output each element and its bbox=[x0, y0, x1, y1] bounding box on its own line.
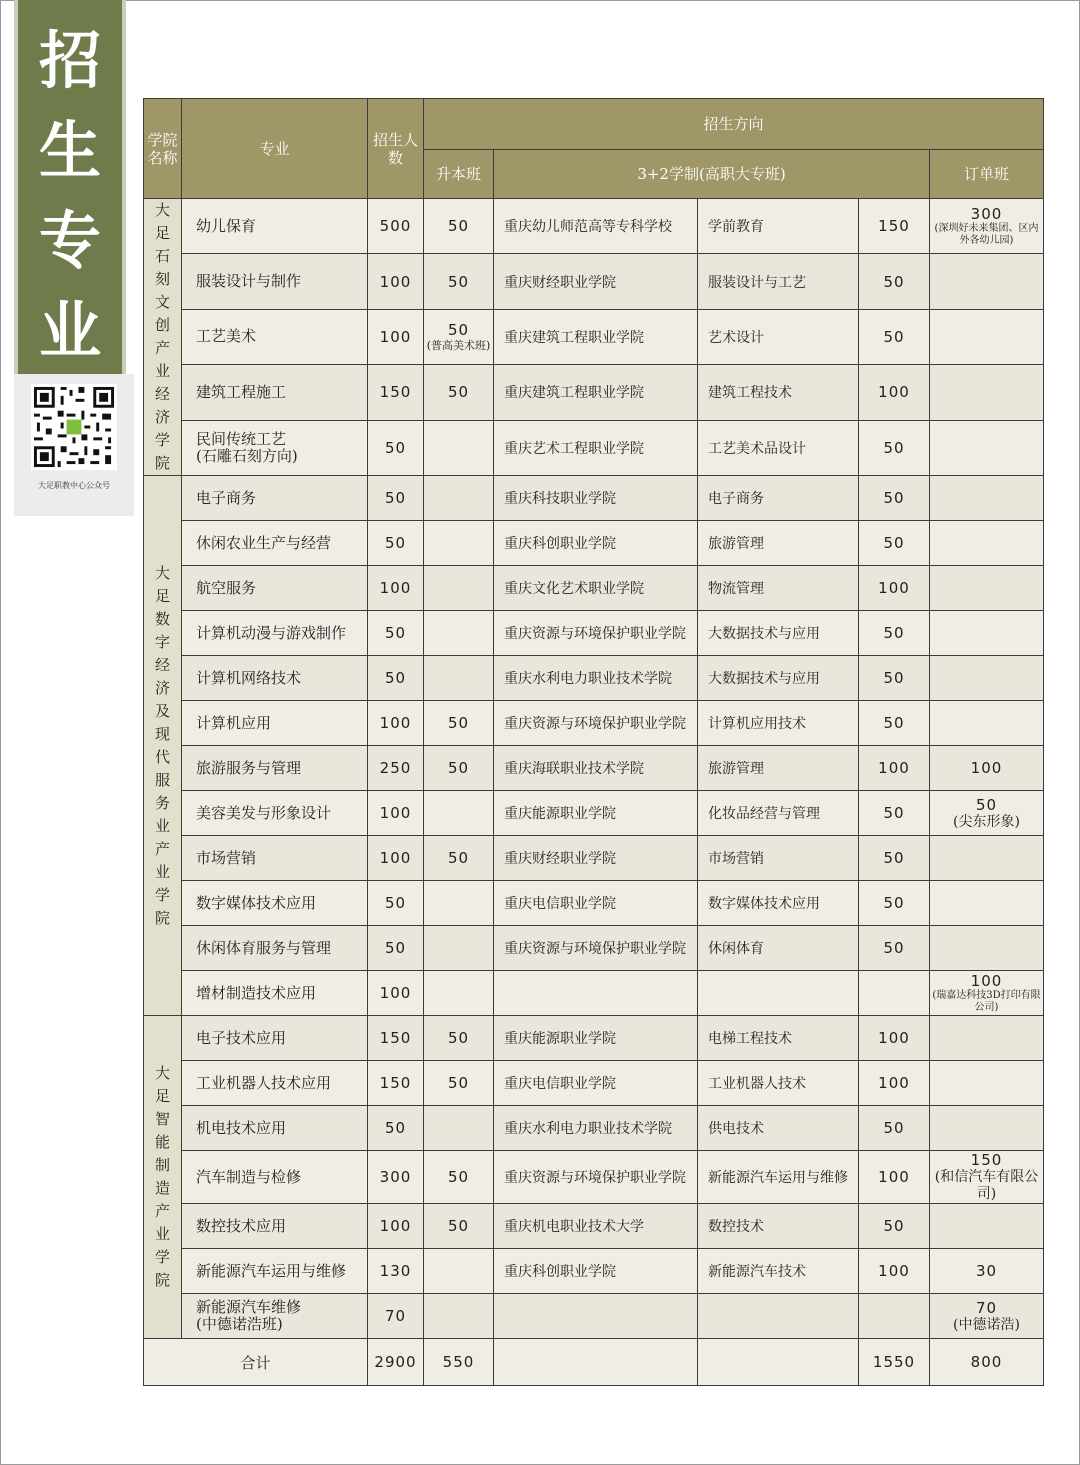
specialty-cell: 电子商务 bbox=[698, 476, 859, 521]
major-cell bbox=[182, 1204, 368, 1249]
quota-cell: 100 bbox=[368, 1204, 424, 1249]
quota-cell: 100 bbox=[368, 701, 424, 746]
university-cell: 重庆科创职业学院 bbox=[494, 521, 698, 566]
university-cell: 重庆电信职业学院 bbox=[494, 881, 698, 926]
upgrade-cell bbox=[424, 611, 494, 656]
major-cell bbox=[182, 365, 368, 420]
college-name: 大足智能制造产业学院 bbox=[154, 1064, 170, 1289]
major-cell bbox=[182, 1249, 368, 1294]
university-cell: 重庆水利电力职业技术学院 bbox=[494, 1106, 698, 1151]
specialty-cell: 旅游管理 bbox=[698, 521, 859, 566]
table-body bbox=[144, 199, 1044, 1339]
three-two-count-cell: 50 bbox=[859, 254, 930, 309]
order-cell bbox=[930, 746, 1044, 791]
upgrade-cell bbox=[424, 199, 494, 254]
specialty-cell: 休闲体育 bbox=[698, 926, 859, 971]
upgrade-cell bbox=[424, 254, 494, 309]
specialty-cell: 大数据技术与应用 bbox=[698, 656, 859, 701]
order-cell bbox=[930, 1204, 1044, 1249]
three-two-count-cell: 50 bbox=[859, 701, 930, 746]
table-row bbox=[144, 926, 1044, 971]
major-cell bbox=[182, 611, 368, 656]
major-cell bbox=[182, 1061, 368, 1106]
three-two-count-cell: 100 bbox=[859, 1249, 930, 1294]
upgrade-cell bbox=[424, 701, 494, 746]
upgrade-cell bbox=[424, 791, 494, 836]
total-upgrade: 550 bbox=[424, 1339, 494, 1386]
major-note: (石雕石刻方向) bbox=[196, 446, 298, 465]
table-row bbox=[144, 1249, 1044, 1294]
quota-cell: 150 bbox=[368, 365, 424, 420]
quota-cell: 100 bbox=[368, 254, 424, 309]
major-name: 旅游服务与管理 bbox=[196, 758, 302, 777]
header-upgrade: 升本班 bbox=[424, 150, 494, 199]
major-name: 新能源汽车运用与维修 bbox=[196, 1261, 347, 1280]
specialty-cell: 供电技术 bbox=[698, 1106, 859, 1151]
specialty-cell: 工艺美术品设计 bbox=[698, 420, 859, 475]
total-empty-cell bbox=[494, 1339, 698, 1386]
college-name-cell bbox=[144, 1016, 182, 1339]
three-two-count-cell bbox=[859, 971, 930, 1016]
upgrade-cell bbox=[424, 926, 494, 971]
upgrade-cell bbox=[424, 476, 494, 521]
major-name: 服装设计与制作 bbox=[196, 272, 302, 291]
university-cell bbox=[494, 1294, 698, 1339]
order-cell bbox=[930, 1016, 1044, 1061]
specialty-cell: 新能源汽车运用与维修 bbox=[698, 1151, 859, 1204]
major-cell bbox=[182, 476, 368, 521]
quota-cell: 50 bbox=[368, 926, 424, 971]
three-two-count-cell: 50 bbox=[859, 521, 930, 566]
major-cell bbox=[182, 521, 368, 566]
university-cell bbox=[494, 971, 698, 1016]
table-row bbox=[144, 365, 1044, 420]
upgrade-cell bbox=[424, 971, 494, 1016]
major-name: 美容美发与形象设计 bbox=[196, 803, 332, 822]
qr-caption: 大足职教中心公众号 bbox=[38, 481, 110, 490]
three-two-count-cell: 100 bbox=[859, 1061, 930, 1106]
table-row bbox=[144, 881, 1044, 926]
major-cell bbox=[182, 1016, 368, 1061]
header-quota: 招生人数 bbox=[368, 99, 424, 199]
upgrade-cell bbox=[424, 521, 494, 566]
table-row bbox=[144, 476, 1044, 521]
university-cell: 重庆艺术工程职业学院 bbox=[494, 420, 698, 475]
three-two-count-cell: 100 bbox=[859, 746, 930, 791]
order-value: 150 bbox=[970, 1151, 1003, 1169]
upgrade-value: 50 bbox=[447, 272, 470, 291]
upgrade-cell bbox=[424, 309, 494, 364]
banner-char: 专 bbox=[38, 204, 101, 277]
order-cell bbox=[930, 926, 1044, 971]
upgrade-cell bbox=[424, 1204, 494, 1249]
table-row bbox=[144, 836, 1044, 881]
three-two-count-cell bbox=[859, 1294, 930, 1339]
quota-cell: 100 bbox=[368, 566, 424, 611]
upgrade-cell bbox=[424, 1249, 494, 1294]
university-cell: 重庆资源与环境保护职业学院 bbox=[494, 1151, 698, 1204]
order-cell bbox=[930, 365, 1044, 420]
order-cell bbox=[930, 309, 1044, 364]
specialty-cell: 大数据技术与应用 bbox=[698, 611, 859, 656]
university-cell: 重庆建筑工程职业学院 bbox=[494, 365, 698, 420]
major-name: 民间传统工艺 bbox=[196, 429, 287, 448]
university-cell: 重庆电信职业学院 bbox=[494, 1061, 698, 1106]
major-cell bbox=[182, 746, 368, 791]
major-name: 电子技术应用 bbox=[196, 1028, 287, 1047]
major-name: 机电技术应用 bbox=[196, 1118, 287, 1137]
major-cell bbox=[182, 926, 368, 971]
order-note: (深圳好未来集团、区内外各幼儿园) bbox=[934, 223, 1039, 247]
major-cell bbox=[182, 199, 368, 254]
three-two-count-cell: 50 bbox=[859, 1106, 930, 1151]
major-cell bbox=[182, 836, 368, 881]
college-name: 大足数字经济及现代服务业产业学院 bbox=[154, 563, 170, 927]
order-note: (中德诺浩) bbox=[953, 1316, 1020, 1333]
order-cell bbox=[930, 1294, 1044, 1339]
specialty-cell: 数字媒体技术应用 bbox=[698, 881, 859, 926]
specialty-cell: 数控技术 bbox=[698, 1204, 859, 1249]
major-name: 航空服务 bbox=[196, 578, 257, 597]
specialty-cell: 新能源汽车技术 bbox=[698, 1249, 859, 1294]
total-row bbox=[144, 1339, 1044, 1386]
total-tt-count: 1550 bbox=[859, 1339, 930, 1386]
table-row bbox=[144, 199, 1044, 254]
upgrade-value: 50 bbox=[447, 1074, 470, 1092]
major-name: 休闲体育服务与管理 bbox=[196, 938, 332, 957]
quota-cell: 100 bbox=[368, 971, 424, 1016]
quota-cell: 150 bbox=[368, 1016, 424, 1061]
banner-char: 业 bbox=[38, 294, 101, 367]
major-cell bbox=[182, 656, 368, 701]
three-two-count-cell: 100 bbox=[859, 365, 930, 420]
order-value: 100 bbox=[970, 972, 1003, 990]
university-cell: 重庆能源职业学院 bbox=[494, 791, 698, 836]
order-note: (瑞嘉达科技3D打印有限公司) bbox=[932, 990, 1041, 1013]
header-three-two: 3+2学制(高职大专班) bbox=[494, 150, 930, 199]
order-cell bbox=[930, 254, 1044, 309]
upgrade-value: 50 bbox=[447, 383, 470, 402]
quota-cell: 500 bbox=[368, 199, 424, 254]
university-cell: 重庆幼儿师范高等专科学校 bbox=[494, 199, 698, 254]
specialty-cell bbox=[698, 971, 859, 1016]
university-cell: 重庆文化艺术职业学院 bbox=[494, 566, 698, 611]
upgrade-cell bbox=[424, 836, 494, 881]
three-two-count-cell: 50 bbox=[859, 420, 930, 475]
upgrade-cell bbox=[424, 881, 494, 926]
major-cell bbox=[182, 566, 368, 611]
major-name: 增材制造技术应用 bbox=[196, 983, 317, 1002]
specialty-cell: 计算机应用技术 bbox=[698, 701, 859, 746]
order-cell bbox=[930, 1106, 1044, 1151]
major-name: 数控技术应用 bbox=[196, 1216, 287, 1235]
order-cell bbox=[930, 791, 1044, 836]
qr-code-icon[interactable] bbox=[31, 384, 117, 470]
order-cell bbox=[930, 521, 1044, 566]
major-name: 计算机网络技术 bbox=[196, 668, 302, 687]
quota-cell: 300 bbox=[368, 1151, 424, 1204]
order-value: 30 bbox=[975, 1262, 998, 1280]
major-cell bbox=[182, 881, 368, 926]
specialty-cell: 电梯工程技术 bbox=[698, 1016, 859, 1061]
upgrade-note: (普高美术班) bbox=[426, 339, 491, 353]
three-two-count-cell: 50 bbox=[859, 1204, 930, 1249]
header-direction: 招生方向 bbox=[424, 99, 1044, 150]
upgrade-value: 50 bbox=[447, 759, 470, 777]
total-empty-cell bbox=[698, 1339, 859, 1386]
order-cell bbox=[930, 1061, 1044, 1106]
admissions-table bbox=[143, 98, 1044, 1386]
major-name: 市场营销 bbox=[196, 848, 257, 867]
header-order: 订单班 bbox=[930, 150, 1044, 199]
upgrade-cell bbox=[424, 1151, 494, 1204]
order-cell bbox=[930, 476, 1044, 521]
quota-cell: 100 bbox=[368, 791, 424, 836]
major-name: 计算机动漫与游戏制作 bbox=[196, 623, 347, 642]
major-cell bbox=[182, 1151, 368, 1204]
major-name: 工业机器人技术应用 bbox=[196, 1073, 332, 1092]
table-row bbox=[144, 1204, 1044, 1249]
three-two-count-cell: 50 bbox=[859, 309, 930, 364]
university-cell: 重庆财经职业学院 bbox=[494, 836, 698, 881]
upgrade-cell bbox=[424, 1106, 494, 1151]
banner-char: 生 bbox=[38, 114, 101, 187]
order-cell bbox=[930, 971, 1044, 1016]
table-row bbox=[144, 309, 1044, 364]
table-row bbox=[144, 1151, 1044, 1204]
quota-cell: 100 bbox=[368, 836, 424, 881]
major-cell bbox=[182, 1106, 368, 1151]
banner-char: 招 bbox=[38, 24, 101, 97]
quota-cell: 150 bbox=[368, 1061, 424, 1106]
major-name: 休闲农业生产与经营 bbox=[196, 533, 332, 552]
major-cell bbox=[182, 420, 368, 475]
university-cell: 重庆能源职业学院 bbox=[494, 1016, 698, 1061]
major-name: 幼儿保育 bbox=[196, 216, 257, 235]
major-name: 建筑工程施工 bbox=[196, 382, 287, 401]
three-two-count-cell: 150 bbox=[859, 199, 930, 254]
upgrade-value: 50 bbox=[447, 217, 470, 236]
order-cell bbox=[930, 1151, 1044, 1204]
quota-cell: 50 bbox=[368, 611, 424, 656]
table-row bbox=[144, 1106, 1044, 1151]
three-two-count-cell: 50 bbox=[859, 656, 930, 701]
major-name: 数字媒体技术应用 bbox=[196, 893, 317, 912]
table-row bbox=[144, 656, 1044, 701]
header-college: 学院名称 bbox=[144, 99, 182, 199]
specialty-cell: 艺术设计 bbox=[698, 309, 859, 364]
quota-cell: 50 bbox=[368, 656, 424, 701]
three-two-count-cell: 100 bbox=[859, 566, 930, 611]
table-row bbox=[144, 1294, 1044, 1339]
upgrade-value: 50 bbox=[447, 321, 470, 340]
table-row bbox=[144, 971, 1044, 1016]
order-value: 100 bbox=[970, 759, 1003, 777]
order-cell bbox=[930, 199, 1044, 254]
university-cell: 重庆建筑工程职业学院 bbox=[494, 309, 698, 364]
quota-cell: 250 bbox=[368, 746, 424, 791]
upgrade-cell bbox=[424, 1061, 494, 1106]
upgrade-cell bbox=[424, 420, 494, 475]
total-quota: 2900 bbox=[368, 1339, 424, 1386]
university-cell: 重庆科技职业学院 bbox=[494, 476, 698, 521]
total-label: 合计 bbox=[144, 1339, 368, 1386]
college-name: 大足石刻文创产业经济学院 bbox=[154, 201, 170, 472]
college-name-cell bbox=[144, 199, 182, 476]
three-two-count-cell: 50 bbox=[859, 926, 930, 971]
upgrade-cell bbox=[424, 1294, 494, 1339]
quota-cell: 50 bbox=[368, 476, 424, 521]
specialty-cell: 学前教育 bbox=[698, 199, 859, 254]
major-name: 电子商务 bbox=[196, 488, 257, 507]
table-row bbox=[144, 1061, 1044, 1106]
banner-title bbox=[18, 0, 122, 376]
specialty-cell: 市场营销 bbox=[698, 836, 859, 881]
upgrade-cell bbox=[424, 746, 494, 791]
upgrade-cell bbox=[424, 656, 494, 701]
table-row bbox=[144, 791, 1044, 836]
table-row bbox=[144, 701, 1044, 746]
upgrade-value: 50 bbox=[447, 1168, 470, 1186]
university-cell: 重庆资源与环境保护职业学院 bbox=[494, 701, 698, 746]
upgrade-value: 50 bbox=[447, 714, 470, 732]
university-cell: 重庆水利电力职业技术学院 bbox=[494, 656, 698, 701]
major-name: 汽车制造与检修 bbox=[196, 1167, 302, 1186]
upgrade-cell bbox=[424, 365, 494, 420]
college-name-cell bbox=[144, 476, 182, 1016]
order-note: (尖东形象) bbox=[953, 813, 1020, 830]
major-cell bbox=[182, 791, 368, 836]
order-value: 300 bbox=[970, 205, 1003, 224]
university-cell: 重庆科创职业学院 bbox=[494, 1249, 698, 1294]
upgrade-value: 50 bbox=[447, 1217, 470, 1235]
quota-cell: 130 bbox=[368, 1249, 424, 1294]
table-row bbox=[144, 611, 1044, 656]
side-banner bbox=[14, 0, 126, 374]
specialty-cell: 建筑工程技术 bbox=[698, 365, 859, 420]
order-note: (和信汽车有限公司) bbox=[934, 1169, 1039, 1202]
university-cell: 重庆财经职业学院 bbox=[494, 254, 698, 309]
order-cell bbox=[930, 611, 1044, 656]
specialty-cell: 物流管理 bbox=[698, 566, 859, 611]
major-cell bbox=[182, 971, 368, 1016]
quota-cell: 50 bbox=[368, 521, 424, 566]
upgrade-value: 50 bbox=[447, 849, 470, 867]
specialty-cell: 工业机器人技术 bbox=[698, 1061, 859, 1106]
university-cell: 重庆资源与环境保护职业学院 bbox=[494, 611, 698, 656]
three-two-count-cell: 50 bbox=[859, 836, 930, 881]
table-row bbox=[144, 1016, 1044, 1061]
specialty-cell: 化妆品经营与管理 bbox=[698, 791, 859, 836]
major-name: 新能源汽车维修 bbox=[196, 1298, 302, 1316]
three-two-count-cell: 50 bbox=[859, 611, 930, 656]
major-name: 计算机应用 bbox=[196, 713, 272, 732]
major-cell bbox=[182, 254, 368, 309]
upgrade-cell bbox=[424, 566, 494, 611]
upgrade-value: 50 bbox=[447, 1029, 470, 1047]
quota-cell: 70 bbox=[368, 1294, 424, 1339]
order-cell bbox=[930, 656, 1044, 701]
quota-cell: 50 bbox=[368, 420, 424, 475]
quota-cell: 50 bbox=[368, 1106, 424, 1151]
table-row bbox=[144, 521, 1044, 566]
three-two-count-cell: 50 bbox=[859, 881, 930, 926]
three-two-count-cell: 50 bbox=[859, 791, 930, 836]
order-cell bbox=[930, 881, 1044, 926]
order-cell bbox=[930, 836, 1044, 881]
qr-box bbox=[14, 374, 134, 516]
order-value: 50 bbox=[975, 795, 998, 814]
header-major: 专业 bbox=[182, 99, 368, 199]
order-cell bbox=[930, 701, 1044, 746]
order-value: 70 bbox=[975, 1298, 998, 1317]
major-cell bbox=[182, 701, 368, 746]
major-name: 工艺美术 bbox=[196, 327, 257, 346]
order-cell bbox=[930, 566, 1044, 611]
total-order: 800 bbox=[930, 1339, 1044, 1386]
order-cell bbox=[930, 420, 1044, 475]
specialty-cell: 服装设计与工艺 bbox=[698, 254, 859, 309]
three-two-count-cell: 50 bbox=[859, 476, 930, 521]
major-cell bbox=[182, 309, 368, 364]
university-cell: 重庆海联职业技术学院 bbox=[494, 746, 698, 791]
three-two-count-cell: 100 bbox=[859, 1151, 930, 1204]
major-note: (中德诺浩班) bbox=[196, 1315, 283, 1333]
quota-cell: 50 bbox=[368, 881, 424, 926]
three-two-count-cell: 100 bbox=[859, 1016, 930, 1061]
table-row bbox=[144, 566, 1044, 611]
upgrade-cell bbox=[424, 1016, 494, 1061]
table-row bbox=[144, 254, 1044, 309]
quota-cell: 100 bbox=[368, 309, 424, 364]
table-row bbox=[144, 746, 1044, 791]
specialty-cell bbox=[698, 1294, 859, 1339]
university-cell: 重庆资源与环境保护职业学院 bbox=[494, 926, 698, 971]
major-cell bbox=[182, 1294, 368, 1339]
order-cell bbox=[930, 1249, 1044, 1294]
specialty-cell: 旅游管理 bbox=[698, 746, 859, 791]
table-row bbox=[144, 420, 1044, 475]
university-cell: 重庆机电职业技术大学 bbox=[494, 1204, 698, 1249]
